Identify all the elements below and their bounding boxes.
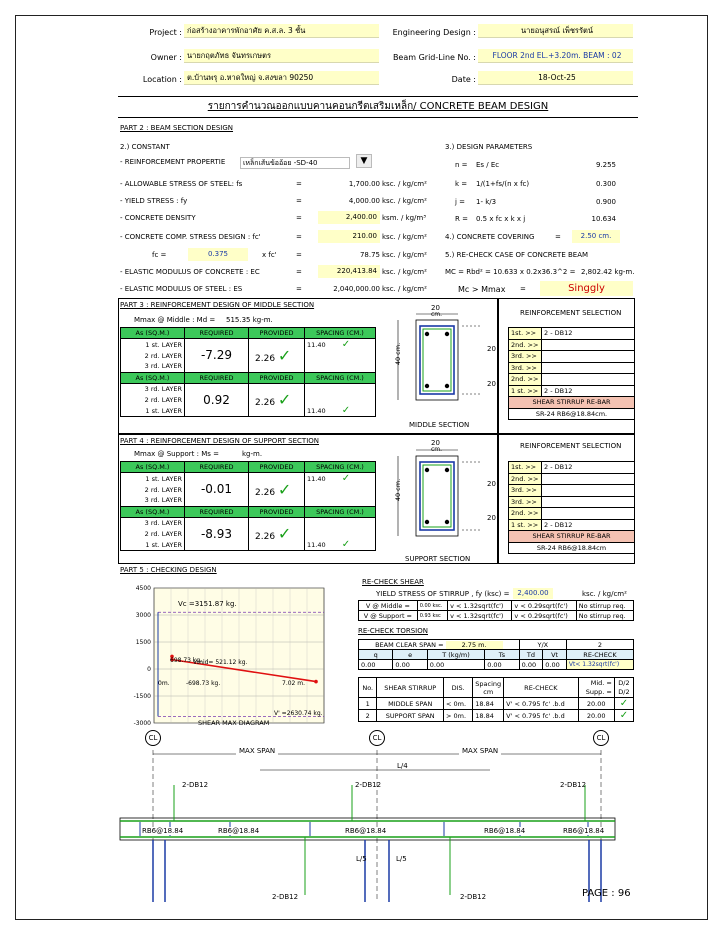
owner-label: Owner :: [150, 53, 182, 62]
dim-unit: cm.: [431, 311, 443, 318]
rebar-label: 2-DB12: [272, 893, 299, 901]
layer-label: 2 rd. LAYER: [121, 528, 185, 539]
rs-layer: 1 st. >>: [509, 519, 542, 531]
fc-ratio-unit: ksc. / kg/cm²: [382, 251, 427, 259]
l5-label: L/5: [356, 855, 367, 863]
y-tick-label: 4500: [135, 585, 151, 592]
t-val: 0.00: [393, 660, 427, 670]
col-spacing: SPACING (CM.): [305, 506, 376, 517]
page-number: PAGE : 96: [582, 888, 631, 899]
eq: =: [296, 180, 302, 188]
t-head: Td: [519, 650, 543, 660]
spacing-value: 11.40: [307, 407, 326, 415]
rs-value: 2 - DB12: [542, 385, 635, 397]
rs-title: REINFORCEMENT SELECTION: [520, 442, 622, 450]
yield-unit: ksc. / kg/cm²: [582, 590, 627, 598]
v-annotation: 698.73 kg.: [170, 657, 203, 664]
fy-label: - YIELD STRESS : fy: [120, 197, 188, 205]
rs-layer: 3rd. >>: [509, 362, 542, 374]
provided-value: 2.26: [255, 353, 276, 364]
rs-value: 2 - DB12: [542, 519, 635, 531]
spacing-value: 11.40: [307, 541, 326, 549]
layer-label: 2 rd. LAYER: [121, 394, 185, 405]
span-value: 2.75 m.: [446, 641, 503, 649]
t-val: 0.00: [485, 660, 519, 670]
ec-value: 220,413.84: [318, 265, 380, 278]
support-section-label: SUPPORT SECTION: [405, 555, 471, 563]
layer-label: 3 rd. LAYER: [121, 383, 185, 394]
es-unit: ksc. / kg/cm²: [382, 285, 427, 293]
max-span-label: MAX SPAN: [236, 747, 278, 755]
fy-unit: ksc. / kg/cm²: [382, 197, 427, 205]
check-icon: ✓: [341, 473, 351, 484]
y-tick-label: 3000: [135, 612, 151, 619]
t-val: 0.00: [543, 660, 567, 670]
grid-value: FLOOR 2nd EL.+3.20m. BEAM : 02: [478, 49, 633, 63]
t-head: RE-CHECK: [566, 650, 633, 660]
v-cond2: v < 0.29sqrt(fc'): [512, 611, 576, 621]
y-tick-label: -1500: [133, 693, 151, 700]
eq: =: [555, 233, 561, 241]
eq: =: [520, 285, 526, 293]
density-value[interactable]: 2,400.00: [318, 211, 380, 224]
mc-compare: Mc > Mmax: [458, 285, 506, 294]
yield-value[interactable]: 2,400.00: [513, 588, 553, 599]
chevron-down-icon[interactable]: ▼: [356, 154, 372, 168]
t-head: Ts: [485, 650, 519, 660]
shear-heading: RE-CHECK SHEAR: [362, 578, 424, 586]
chart-title: SHEAR MAX DIAGRAM: [198, 719, 270, 727]
density-unit: ksm. / kg/m³: [382, 214, 427, 222]
l5-label: L/5: [396, 855, 407, 863]
st-head: Supp. =: [578, 688, 614, 698]
v-result: No stirrup req.: [576, 601, 633, 611]
rs-layer: 3rd. >>: [509, 496, 542, 508]
t-val: 0.00: [427, 660, 484, 670]
eq: =: [296, 197, 302, 205]
col-provided: PROVIDED: [249, 462, 305, 473]
eq: =: [296, 268, 302, 276]
t-val: 0.00: [359, 660, 393, 670]
spacing-value: 11.40: [307, 341, 326, 349]
vmid-annotation: Vmid= 521.12 kg.: [193, 659, 248, 666]
part3-mmax-val: 515.35 kg-m.: [226, 316, 273, 324]
beam-elevation: [110, 730, 630, 905]
centerline-marker: CL: [593, 730, 609, 746]
y-tick-label: -3000: [133, 720, 151, 727]
density-label: - CONCRETE DENSITY: [120, 214, 196, 222]
st-head-val: D/2: [614, 678, 633, 688]
page-title: รายการคำนวณออกแบบคานคอนกรีตเสริมเหล็ก/ CONCRETE BEAM DESIGN: [118, 96, 638, 118]
part3-heading: PART 3 : REINFORCEMENT DESIGN OF MIDDLE SECTION: [120, 301, 315, 309]
fs-unit: ksc. / kg/cm²: [382, 180, 427, 188]
fs-label: - ALLOWABLE STRESS OF STEEL: fs: [120, 180, 243, 188]
date-label: Date :: [451, 75, 476, 84]
covering-label: 4.) CONCRETE COVERING: [445, 233, 535, 241]
required-value: 0.92: [185, 383, 249, 417]
layer-label: 1 st. LAYER: [121, 473, 185, 485]
v-label: V @ Support =: [359, 611, 418, 621]
check-icon: ✓: [277, 524, 292, 544]
rebar-label: 2-DB12: [560, 781, 587, 789]
rs-value: [542, 362, 635, 374]
st-head: DIS.: [443, 678, 472, 698]
eq: =: [296, 251, 302, 259]
fc-value[interactable]: 210.00: [318, 230, 380, 243]
provided-value: 2.26: [255, 398, 276, 409]
rs-layer: 3rd. >>: [509, 351, 542, 363]
st-sp: 18.84: [473, 710, 504, 722]
location-label: Location :: [142, 75, 182, 84]
v-cond2: v < 0.29sqrt(fc'): [512, 601, 576, 611]
st-v: 20.00: [578, 698, 614, 710]
owner-value: นายกฤตภัทธ จันทรเกษตร: [184, 49, 379, 63]
stirrup-title: SHEAR STIRRUP RE-BAR: [509, 397, 635, 409]
st-no: 1: [359, 698, 377, 710]
layer-label: 2 rd. LAYER: [121, 350, 185, 361]
t-head: q: [359, 650, 393, 660]
centerline-marker: CL: [145, 730, 161, 746]
st-no: 2: [359, 710, 377, 722]
es-label: - ELASTIC MODULUS OF STEEL : ES: [120, 285, 243, 293]
vneg-annotation: -698.73 kg.: [186, 680, 221, 687]
mc-expr: MC = Rbd² = 10.633 x 0.2x36.3^2 =: [445, 268, 576, 276]
v-label: V @ Middle =: [359, 601, 418, 611]
col-as: As (SQ.M.): [121, 328, 185, 339]
param-val: 0.900: [595, 198, 616, 206]
vc-annotation: Vc =3151.87 kg.: [178, 600, 237, 608]
required-value: -8.93: [185, 517, 249, 551]
dim-unit: cm.: [431, 446, 443, 453]
vprime-annotation: V' =2630.74 kg.: [274, 710, 323, 717]
col-provided: PROVIDED: [249, 372, 305, 383]
part4-heading: PART 4 : REINFORCEMENT DESIGN OF SUPPORT SECTION: [120, 437, 320, 445]
fc-unit: ksc. / kg/cm²: [382, 233, 427, 241]
rebar-label: 2-DB12: [460, 893, 487, 901]
st-dis: < 0m.: [443, 698, 472, 710]
st-dis: > 0m.: [443, 710, 472, 722]
es-value: 2,040,000.00: [333, 285, 380, 293]
st-name: SUPPORT SPAN: [377, 710, 444, 722]
fs-value: 1,700.00: [348, 180, 380, 188]
shear-point: [314, 680, 318, 684]
stirrup-label: RB6@18.84: [142, 827, 184, 835]
dim-height: 40 cm.: [394, 478, 403, 502]
ec-unit: ksc. / kg/cm²: [382, 268, 427, 276]
engineering-label: Engineering Design :: [392, 28, 476, 37]
v-cond1: v < 1.32sqrt(fc'): [448, 611, 512, 621]
dim-width: 20: [431, 439, 440, 447]
provided-value: 2.26: [255, 487, 276, 498]
date-value: 18-Oct-25: [478, 71, 633, 85]
param-val: 10.634: [591, 215, 616, 223]
t-head: T (kg/m): [427, 650, 484, 660]
param-val: 0.300: [595, 180, 616, 188]
rs-value: 2 - DB12: [542, 462, 635, 474]
part2-heading: PART 2 : BEAM SECTION DESIGN: [120, 124, 234, 132]
t-head: Vt: [543, 650, 567, 660]
dim-right: 20: [487, 514, 496, 522]
st-head: RE-CHECK: [504, 678, 578, 698]
stirrup-table: [358, 677, 634, 722]
project-label: Project :: [149, 28, 182, 37]
rs-layer: 2nd. >>: [509, 508, 542, 520]
fc-ratio-label: fc =: [152, 251, 167, 259]
param-expr: 1- k/3: [476, 198, 497, 206]
xend-annotation: 7.02 m.: [282, 680, 306, 687]
rs-value: [542, 351, 635, 363]
middle-section-label: MIDDLE SECTION: [409, 421, 470, 429]
t-head: e: [393, 650, 427, 660]
check-icon: ✓: [341, 405, 351, 416]
part3-mmax: Mmax @ Middle : Md =: [134, 316, 216, 324]
stirrup-label: RB6@18.84: [218, 827, 260, 835]
v-value: 0.00 ksc.: [417, 601, 447, 611]
rs-value: 2 - DB12: [542, 328, 635, 340]
v-cond1: v < 1.32sqrt(fc'): [448, 601, 512, 611]
covering-value[interactable]: 2.50 cm.: [572, 230, 620, 243]
rs-value: [542, 473, 635, 485]
rs-layer: 1st. >>: [509, 462, 542, 474]
required-value: -0.01: [185, 473, 249, 507]
param-expr: 0.5 x fc x k x j: [476, 215, 526, 223]
provided-value: 2.26: [255, 532, 276, 543]
layer-label: 1 st. LAYER: [121, 339, 185, 351]
check-icon: ✓: [619, 698, 629, 709]
reinf-select[interactable]: เหล็กเส้นข้ออ้อย -SD-40: [240, 157, 350, 169]
rs-value: [542, 508, 635, 520]
engineering-value: นายอนุสรณ์ เพ็ชรรัตน์: [478, 24, 633, 38]
y-tick-label: 0: [147, 666, 151, 673]
stirrup-label: RB6@18.84: [484, 827, 526, 835]
param-expr: 1/(1+fs/(n x fc): [476, 180, 530, 188]
check-icon: ✓: [619, 710, 629, 721]
col-spacing: SPACING (CM.): [305, 328, 376, 339]
rs-value: [542, 374, 635, 386]
layer-label: 2 rd. LAYER: [121, 484, 185, 495]
rs-value: [542, 339, 635, 351]
provided-cell: [249, 517, 305, 551]
provided-cell: [249, 473, 305, 507]
provided-cell: [249, 383, 305, 417]
param-expr: Es / Ec: [476, 161, 500, 169]
part4-table: [120, 461, 376, 551]
v-value: 0.93 ksc: [417, 611, 447, 621]
reinf-label: - REINFORCEMENT PROPERTIE: [120, 158, 226, 166]
col-spacing: SPACING (CM.): [305, 372, 376, 383]
l4-label: L/4: [397, 762, 408, 770]
span-label: BEAM CLEAR SPAN =: [375, 640, 444, 649]
eq: =: [296, 214, 302, 222]
rs-value: [542, 485, 635, 497]
col-required: REQUIRED: [185, 328, 249, 339]
stirrup-title: SHEAR STIRRUP RE-BAR: [509, 531, 635, 543]
rs-layer: 2nd. >>: [509, 374, 542, 386]
st-sp: 18.84: [473, 698, 504, 710]
rs-middle-table: [508, 327, 635, 420]
required-value: -7.29: [185, 339, 249, 373]
check-icon: ✓: [277, 390, 292, 410]
grid-label: Beam Grid-Line No. :: [392, 53, 476, 62]
part4-mmax-val: kg-m.: [242, 450, 263, 458]
stirrup-value: SR-24 RB6@18.84cm: [509, 542, 635, 554]
check-icon: ✓: [341, 339, 351, 350]
shear-table: [358, 600, 634, 621]
layer-label: 1 st. LAYER: [121, 539, 185, 551]
recheck-label: 5.) RE-CHECK CASE OF CONCRETE BEAM: [445, 251, 589, 259]
project-value: ก่อสร้างอาคารพักอาศัย ค.ส.ล. 3 ชั้น: [184, 24, 379, 38]
check-icon: ✓: [277, 345, 292, 365]
fc-ratio-value[interactable]: 0.375: [188, 248, 248, 261]
max-span-label: MAX SPAN: [459, 747, 501, 755]
centerline-marker: CL: [369, 730, 385, 746]
yx-label: Y/X: [519, 640, 566, 650]
torsion-heading: RE-CHECK TORSION: [358, 627, 428, 635]
v-result: No stirrup req.: [576, 611, 633, 621]
param-sym: j =: [455, 198, 466, 206]
t-val: 0.00: [519, 660, 543, 670]
rebar-label: 2-DB12: [355, 781, 382, 789]
part4-mmax: Mmax @ Support : Ms =: [134, 450, 219, 458]
dim-right: 20: [487, 380, 496, 388]
col-provided: PROVIDED: [249, 506, 305, 517]
design-params-heading: 3.) DESIGN PARAMETERS: [445, 143, 533, 151]
part3-table: [120, 327, 376, 417]
mc-value: 2,802.42 kg-m.: [581, 268, 635, 276]
col-required: REQUIRED: [185, 506, 249, 517]
st-v: 20.00: [578, 710, 614, 722]
dim-height: 40 cm.: [394, 342, 403, 366]
rs-layer: 2nd. >>: [509, 339, 542, 351]
dim-right: 20: [487, 480, 496, 488]
fc-label: - CONCRETE COMP. STRESS DESIGN : fc': [120, 233, 261, 241]
spacing-value: 11.40: [307, 475, 326, 483]
part5-heading: PART 5 : CHECKING DESIGN: [120, 566, 217, 574]
st-head: No.: [359, 678, 377, 698]
layer-label: 3 rd. LAYER: [121, 361, 185, 372]
st-head-val: D/2: [614, 688, 633, 698]
check-icon: ✓: [341, 539, 351, 550]
dim-width: 20: [431, 304, 440, 312]
param-sym: k =: [455, 180, 468, 188]
fy-value: 4,000.00: [348, 197, 380, 205]
rs-value: [542, 496, 635, 508]
y-tick-label: 1500: [135, 639, 151, 646]
stirrup-label: RB6@18.84: [563, 827, 605, 835]
stirrup-label: RB6@18.84: [345, 827, 387, 835]
layer-label: 3 rd. LAYER: [121, 495, 185, 506]
middle-section-drawing: [378, 298, 498, 434]
st-chk: V' < 0.795 fc' .b.d: [504, 698, 578, 710]
ec-label: - ELASTIC MODULUS OF CONCRETE : EC: [120, 268, 260, 276]
col-required: REQUIRED: [185, 462, 249, 473]
param-sym: R =: [455, 215, 468, 223]
st-head: Mid. =: [578, 678, 614, 688]
col-as: As (SQ.M.): [121, 462, 185, 473]
yield-label: YIELD STRESS OF STIRRUP , fy (ksc) =: [376, 590, 510, 598]
provided-cell: [249, 339, 305, 373]
st-head: SHEAR STIRRUP: [377, 678, 444, 698]
rs-layer: 3rd. >>: [509, 485, 542, 497]
col-provided: PROVIDED: [249, 328, 305, 339]
rs-layer: 1 st. >>: [509, 385, 542, 397]
yx-value: 2: [566, 640, 633, 650]
rs-layer: 1st. >>: [509, 328, 542, 340]
torsion-table: [358, 639, 634, 670]
param-sym: n =: [455, 161, 468, 169]
stirrup-value: SR-24 RB6@18.84cm.: [509, 408, 635, 420]
mc-result: Singgly: [540, 281, 633, 296]
dim-right: 20: [487, 345, 496, 353]
st-head: Spacing cm: [473, 678, 504, 698]
col-as: As (SQ.M.): [121, 506, 185, 517]
eq: =: [296, 233, 302, 241]
t-recheck: Vt< 1.32sqrt(fc'): [566, 660, 633, 670]
rs-title: REINFORCEMENT SELECTION: [520, 309, 622, 317]
st-chk: V' < 0.795 fc' .b.d: [504, 710, 578, 722]
x0-annotation: 0m.: [158, 680, 170, 687]
fc-ratio-result: 78.75: [359, 251, 380, 259]
check-icon: ✓: [277, 479, 292, 499]
param-val: 9.255: [595, 161, 616, 169]
location-value: ต.บ้านพรุ อ.หาดใหญ่ จ.สงขลา 90250: [184, 71, 379, 85]
col-spacing: SPACING (CM.): [305, 462, 376, 473]
st-name: MIDDLE SPAN: [377, 698, 444, 710]
layer-label: 3 rd. LAYER: [121, 517, 185, 528]
col-as: As (SQ.M.): [121, 372, 185, 383]
constant-heading: 2.) CONSTANT: [120, 143, 170, 151]
rebar-label: 2-DB12: [182, 781, 209, 789]
fc-ratio-mid: x fc': [262, 251, 277, 259]
col-required: REQUIRED: [185, 372, 249, 383]
rs-support-table: [508, 461, 635, 554]
rs-layer: 2nd. >>: [509, 473, 542, 485]
layer-label: 1 st. LAYER: [121, 405, 185, 417]
eq: =: [296, 285, 302, 293]
